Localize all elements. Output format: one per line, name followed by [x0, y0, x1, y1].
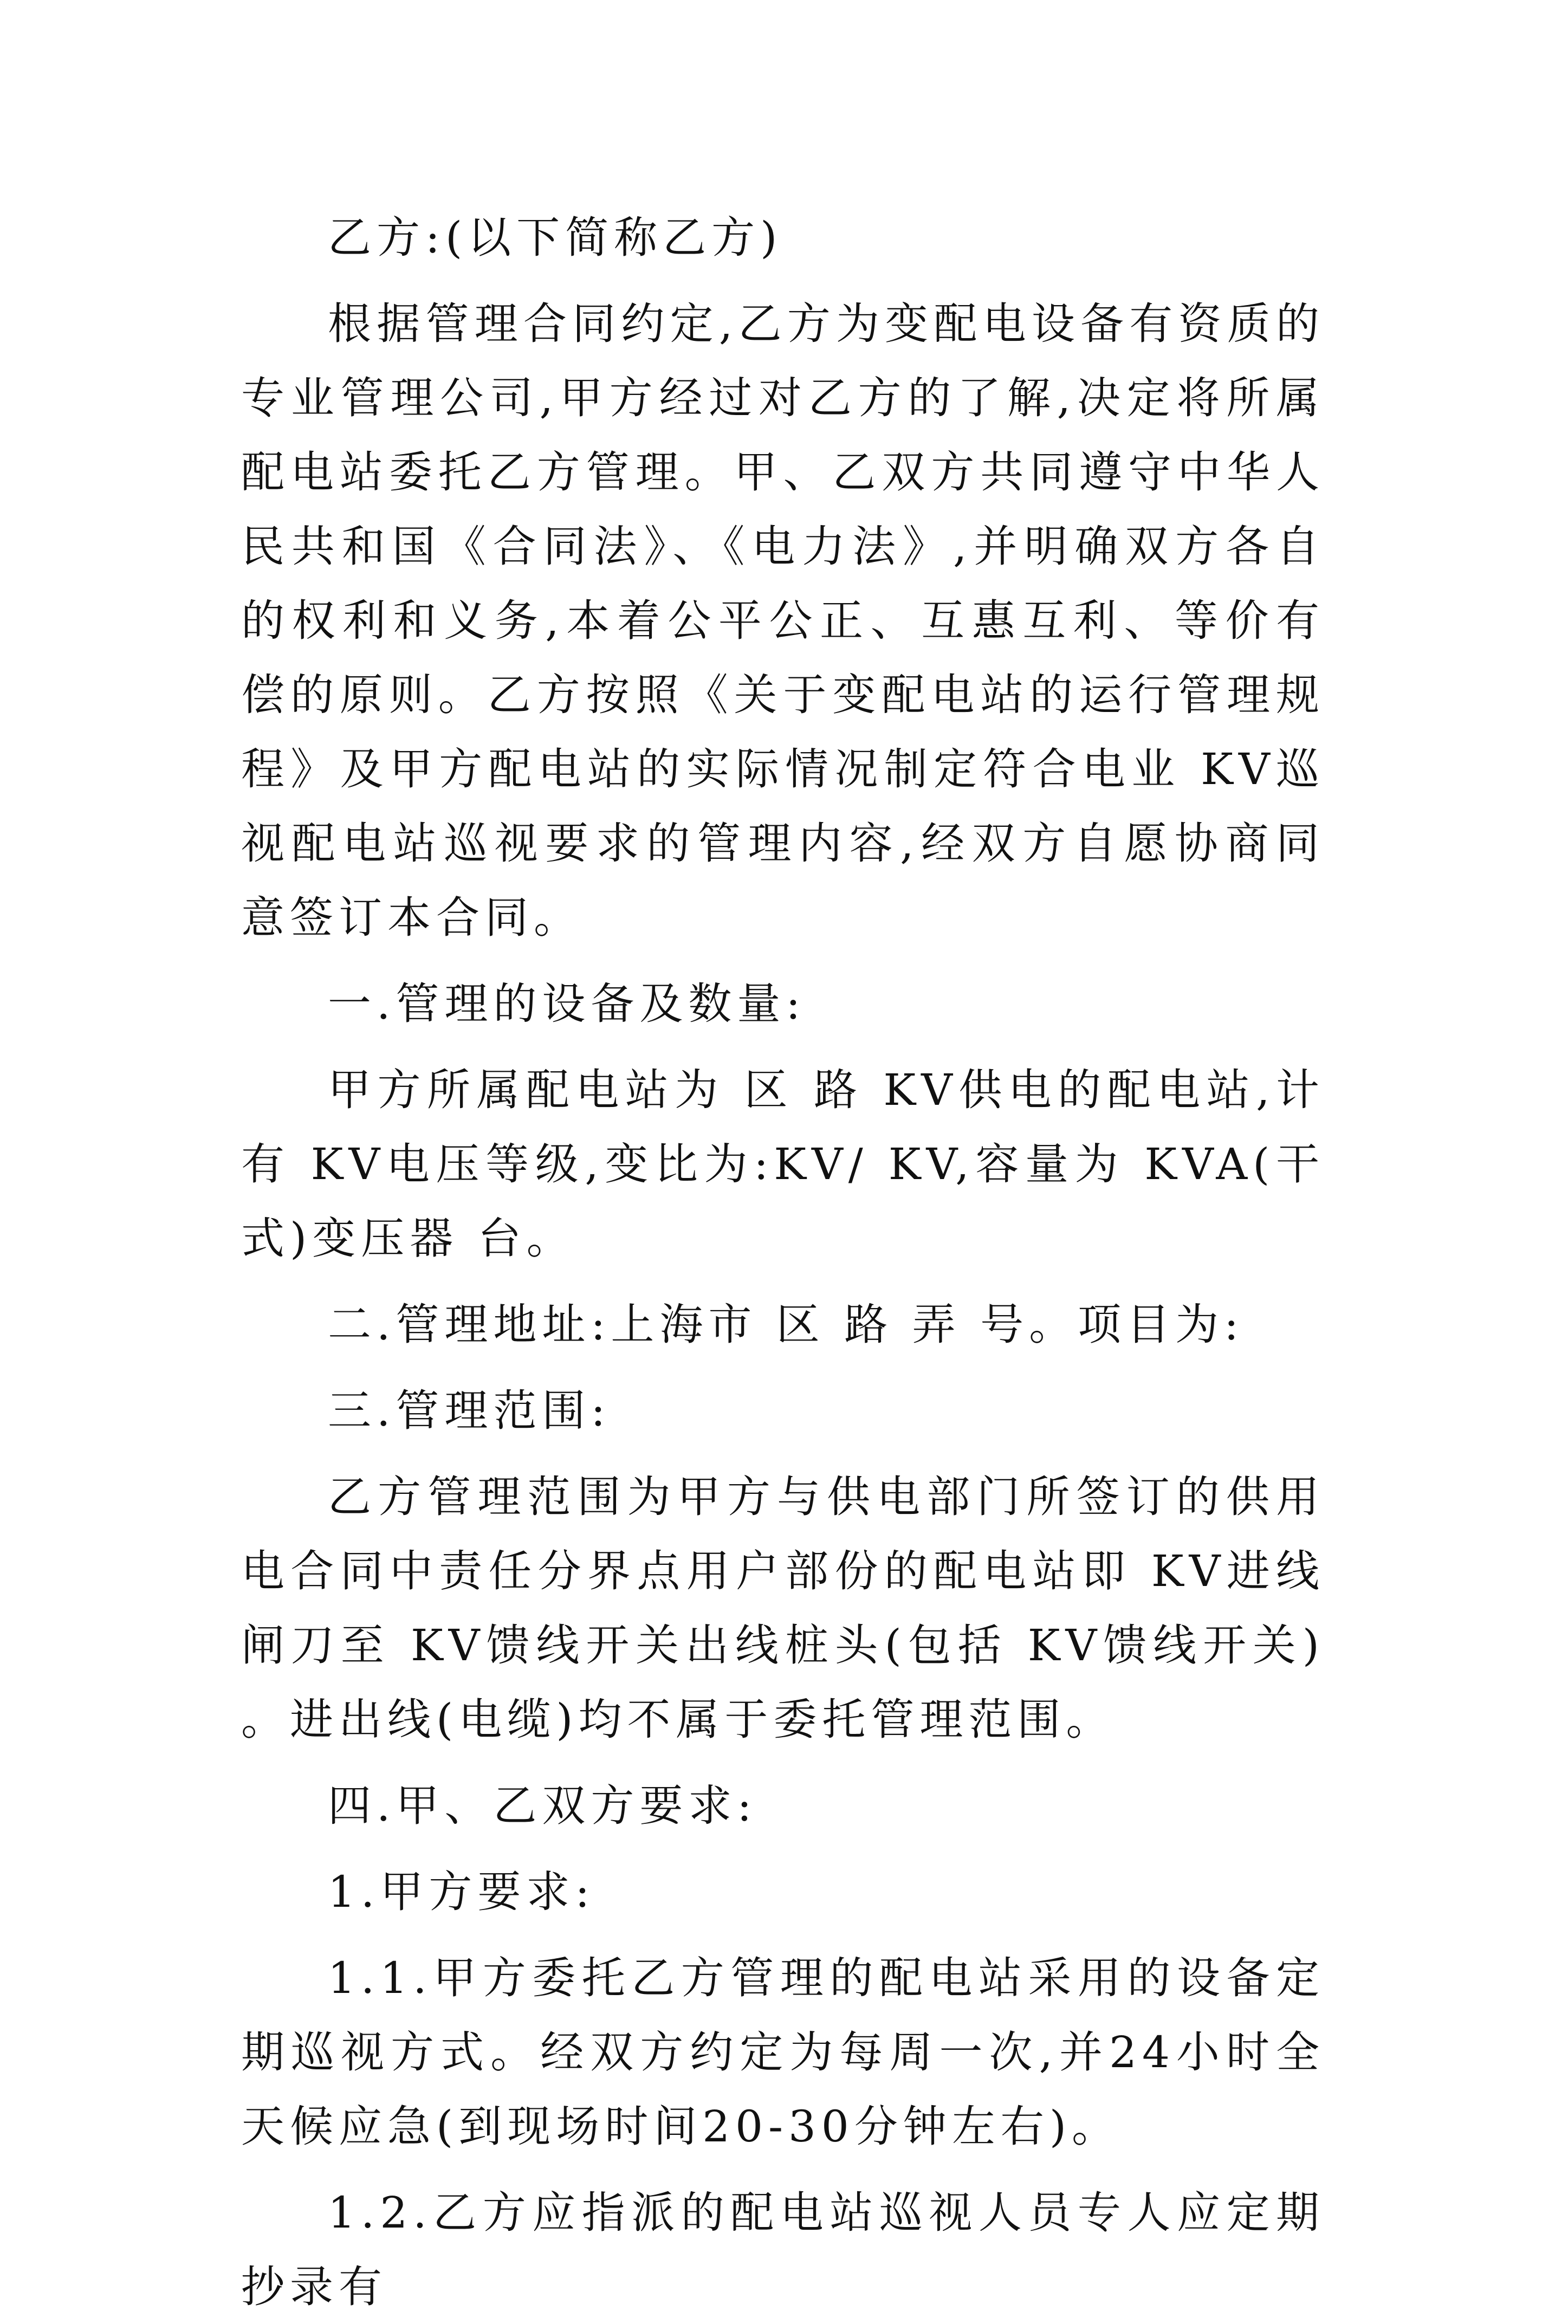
paragraph-scope: 乙方管理范围为甲方与供电部门所签订的供用电合同中责任分界点用户部份的配电站即 KV进线闸刀至 KV馈线开关出线桩头(包括 KV馈线开关)。进出线(电缆)均不属于委托管理范围。	[241, 1472, 1325, 1745]
section-heading-scope: 三.管理范围:	[328, 1386, 611, 1436]
paragraph-party-b: 乙方:(以下简称乙方)	[328, 212, 783, 263]
section-heading-address: 二.管理地址:上海市 区 路 弄 号。项目为:	[328, 1299, 1245, 1350]
document-body	[241, 200, 1325, 2324]
section-heading-equipment: 一.管理的设备及数量:	[328, 979, 806, 1029]
subheading-party-a-requirements: 1.甲方要求:	[328, 1867, 595, 1917]
clause-1-1: 1.1.甲方委托乙方管理的配电站采用的设备定期巡视方式。经双方约定为每周一次,并24小时全天候应急(到现场时间20-30分钟左右)。	[241, 1953, 1325, 2152]
paragraph-equipment: 甲方所属配电站为 区 路 KV供电的配电站,计有 KV电压等级,变比为:KV/ KV,容量为 KVA(干式)变压器 台。	[241, 1065, 1325, 1264]
paragraph-preamble: 根据管理合同约定,乙方为变配电设备有资质的专业管理公司,甲方经过对乙方的了解,决定将所属配电站委托乙方管理。甲、乙双方共同遵守中华人民共和国《合同法》、《电力法》,并明确双方各自的权利和义务,本着公平公正、互惠互利、等价有偿的原则。乙方按照《关于变配电站的运行管理规程》及甲方配电站的实际情况制定符合电业 KV巡视配电站巡视要求的管理内容,经双方自愿协商同意签订本合同。	[241, 299, 1325, 943]
section-heading-requirements: 四.甲、乙双方要求:	[328, 1781, 757, 1831]
clause-1-2: 1.2.乙方应指派的配电站巡视人员专人应定期抄录有	[241, 2187, 1325, 2312]
